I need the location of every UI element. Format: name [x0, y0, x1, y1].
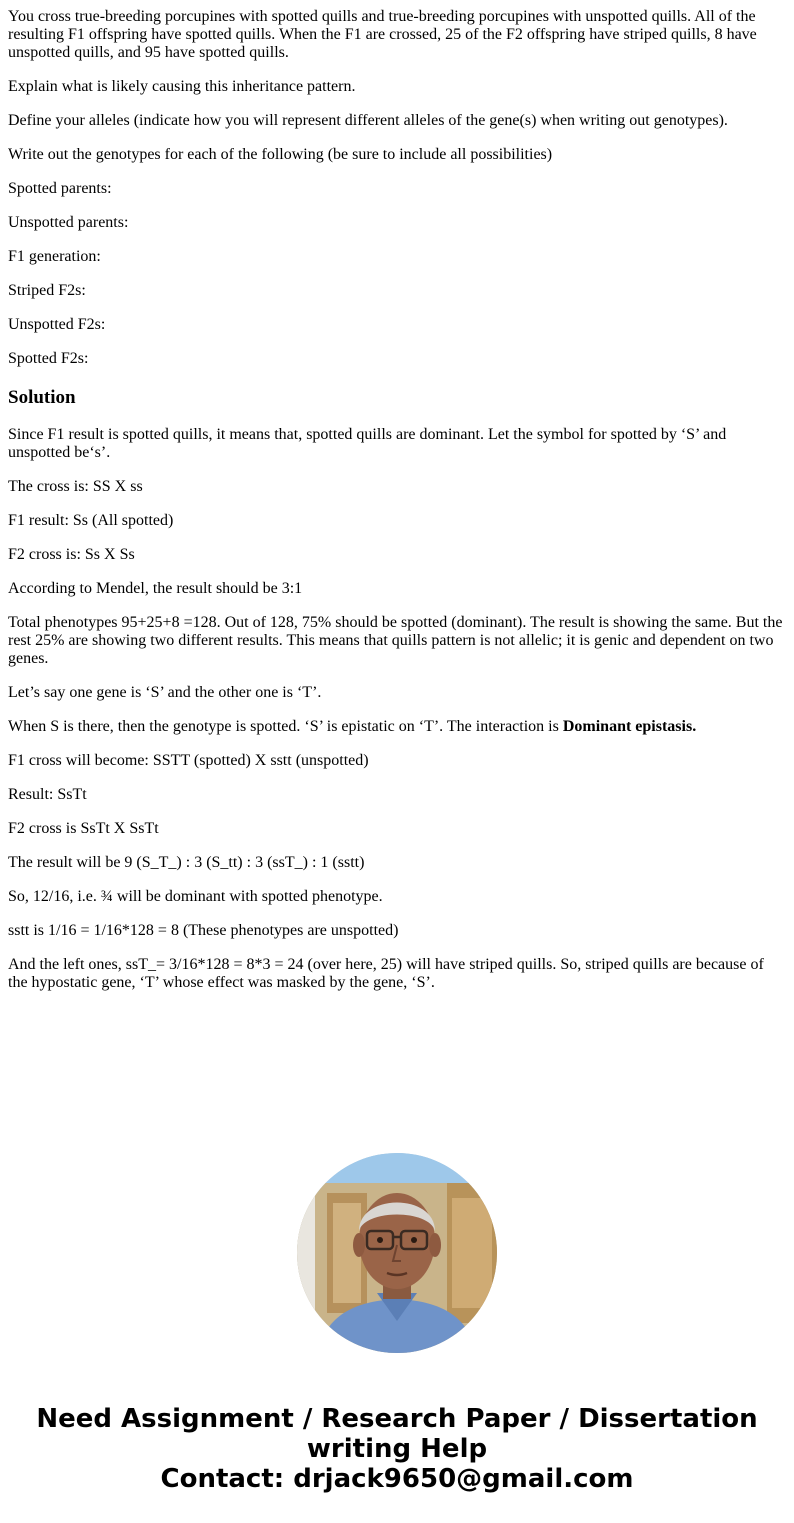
- solution-paragraph: So, 12/16, i.e. ¾ will be dominant with spotted phenotype.: [8, 888, 383, 905]
- question-define: Define your alleles (indicate how you will represent different alleles of the gene(s) when writing out genotypes).: [8, 112, 728, 129]
- solution-paragraph: Let’s say one gene is ‘S’ and the other one is ‘T’.: [8, 684, 322, 701]
- item-striped-f2s: Striped F2s:: [8, 282, 86, 299]
- question-explain: Explain what is likely causing this inheritance pattern.: [8, 78, 356, 95]
- epistasis-text: When S is there, then the genotype is spotted. ‘S’ is epistatic on ‘T’. The interaction is: [8, 718, 563, 735]
- footer-contact: Contact: drjack9650@gmail.com: [160, 1464, 634, 1494]
- solution-paragraph: F2 cross is SsTt X SsTt: [8, 820, 159, 837]
- item-unspotted-f2s: Unspotted F2s:: [8, 316, 106, 333]
- solution-paragraph: The result will be 9 (S_T_) : 3 (S_tt) : 3 (ssT_) : 1 (sstt): [8, 854, 365, 871]
- solution-paragraph: According to Mendel, the result should be 3:1: [8, 580, 303, 597]
- question-intro: You cross true-breeding porcupines with spotted quills and true-breeding porcupines with unspotted quills. All of the resulting F1 offspring have spotted quills. When the F1 are crossed, 25 of the F2 offspring have striped quills, 8 have unspotted quills, and 95 have spotted quills.: [8, 8, 757, 61]
- solution-paragraph: F1 result: Ss (All spotted): [8, 512, 174, 529]
- solution-heading: Solution: [8, 387, 76, 408]
- solution-paragraph: Total phenotypes 95+25+8 =128. Out of 128, 75% should be spotted (dominant). The result is showing the same. But the rest 25% are showing two different results. This means that quills pattern is not allelic; it is genic and dependent on two genes.: [8, 614, 783, 667]
- solution-paragraph: Result: SsTt: [8, 786, 87, 803]
- epistasis-bold: Dominant epistasis.: [562, 718, 697, 735]
- solution-paragraph: sstt is 1/16 = 1/16*128 = 8 (These phenotypes are unspotted): [8, 922, 399, 939]
- author-portrait-image: [297, 1153, 497, 1353]
- question-write: Write out the genotypes for each of the following (be sure to include all possibilities): [8, 146, 553, 163]
- solution-paragraph: F2 cross is: Ss X Ss: [8, 546, 135, 563]
- footer-line-2: writing Help: [306, 1434, 488, 1464]
- footer-line-1: Need Assignment / Research Paper / Dissertation: [36, 1404, 758, 1434]
- author-avatar: [297, 1153, 497, 1353]
- solution-paragraph: F1 cross will become: SSTT (spotted) X sstt (unspotted): [8, 752, 369, 769]
- item-unspotted-parents: Unspotted parents:: [8, 214, 129, 231]
- solution-paragraph: Since F1 result is spotted quills, it means that, spotted quills are dominant. Let the symbol for spotted by ‘S’ and unspotted be‘s’.: [8, 426, 727, 461]
- item-spotted-parents: Spotted parents:: [8, 180, 112, 197]
- item-spotted-f2s: Spotted F2s:: [8, 350, 89, 367]
- promo-footer: [0, 1404, 794, 1494]
- document-body: [8, 8, 786, 1008]
- solution-paragraph: And the left ones, ssT_= 3/16*128 = 8*3 = 24 (over here, 25) will have striped quills. So, striped quills are because of the hypostatic gene, ‘T’ whose effect was masked by the gene, ‘S’.: [8, 956, 764, 991]
- solution-paragraph: The cross is: SS X ss: [8, 478, 143, 495]
- solution-paragraph-epistasis: [8, 718, 786, 736]
- item-f1-generation: F1 generation:: [8, 248, 101, 265]
